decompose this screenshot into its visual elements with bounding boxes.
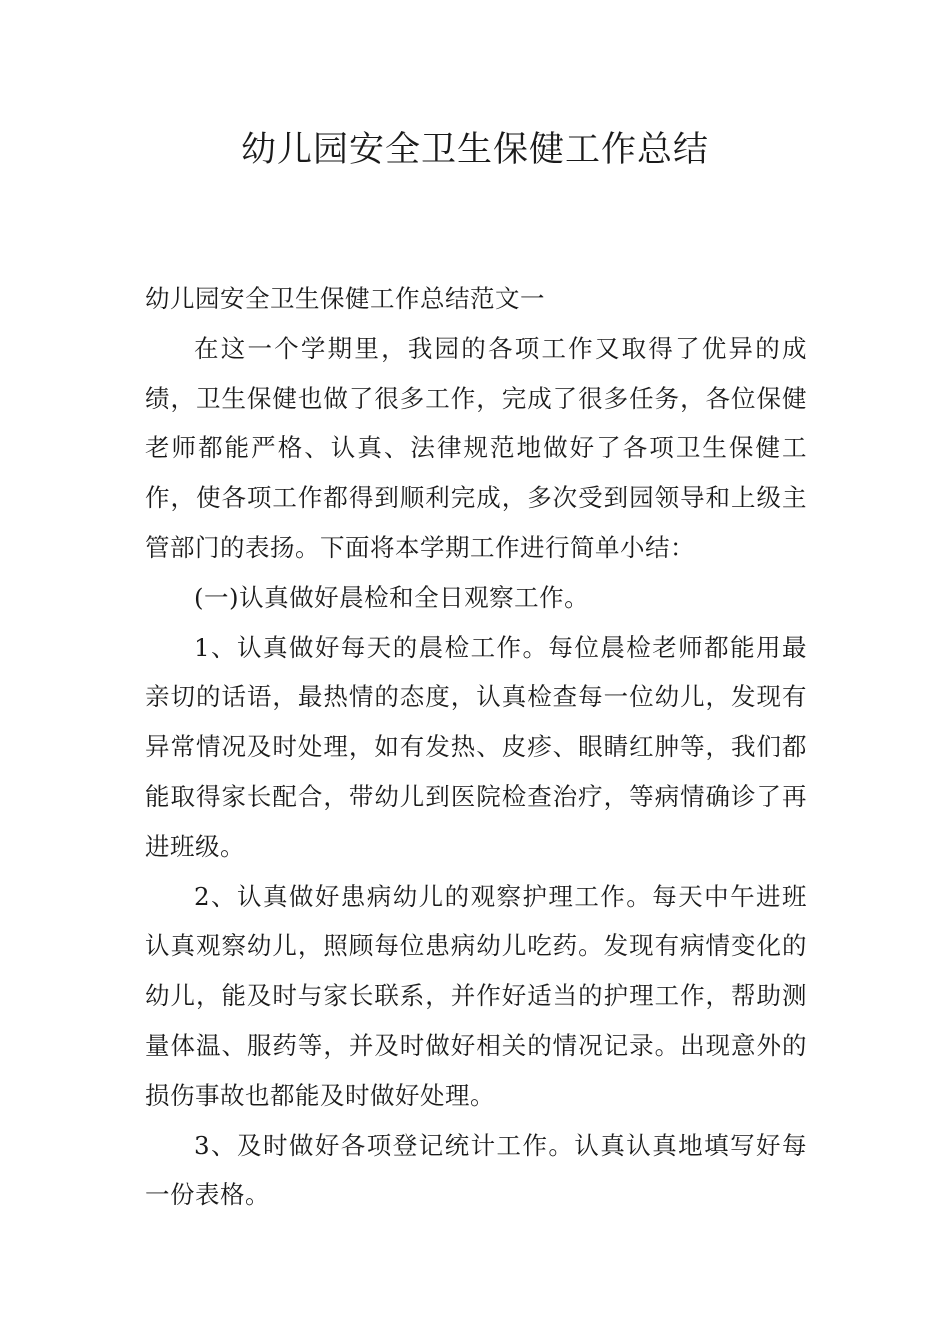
paragraph-intro: 在这一个学期里，我园的各项工作又取得了优异的成绩，卫生保健也做了很多工作，完成了很多任务，各位保健老师都能严格、认真、法律规范地做好了各项卫生保健工作，使各项工作都得到顺利完成，多次受到园领导和上级主管部门的表扬。下面将本学期工作进行简单小结： [145, 333, 807, 562]
paragraph-item-1: 1、认真做好每天的晨检工作。每位晨检老师都能用最亲切的话语，最热情的态度，认真检查每一位幼儿，发现有异常情况及时处理，如有发热、皮疹、眼睛红肿等，我们都能取得家长配合，带幼儿到医院检查治疗，等病情确诊了再进班级。 [145, 632, 807, 861]
document-title: 幼儿园安全卫生保健工作总结 [240, 130, 709, 170]
paragraph-item-3: 3、及时做好各项登记统计工作。认真认真地填写好每一份表格。 [145, 1130, 807, 1210]
paragraph-item-2: 2、认真做好患病幼儿的观察护理工作。每天中午进班认真观察幼儿，照顾每位患病幼儿吃药。发现有病情变化的幼儿，能及时与家长联系，并作好适当的护理工作，帮助测量体温、服药等，并及时做好相关的情况记录。出现意外的损伤事故也都能及时做好处理。 [145, 881, 807, 1110]
section-heading: 幼儿园安全卫生保健工作总结范文一 [145, 284, 545, 313]
document-body [145, 274, 807, 1220]
paragraph-item-heading: (一)认真做好晨检和全日观察工作。 [194, 582, 590, 612]
